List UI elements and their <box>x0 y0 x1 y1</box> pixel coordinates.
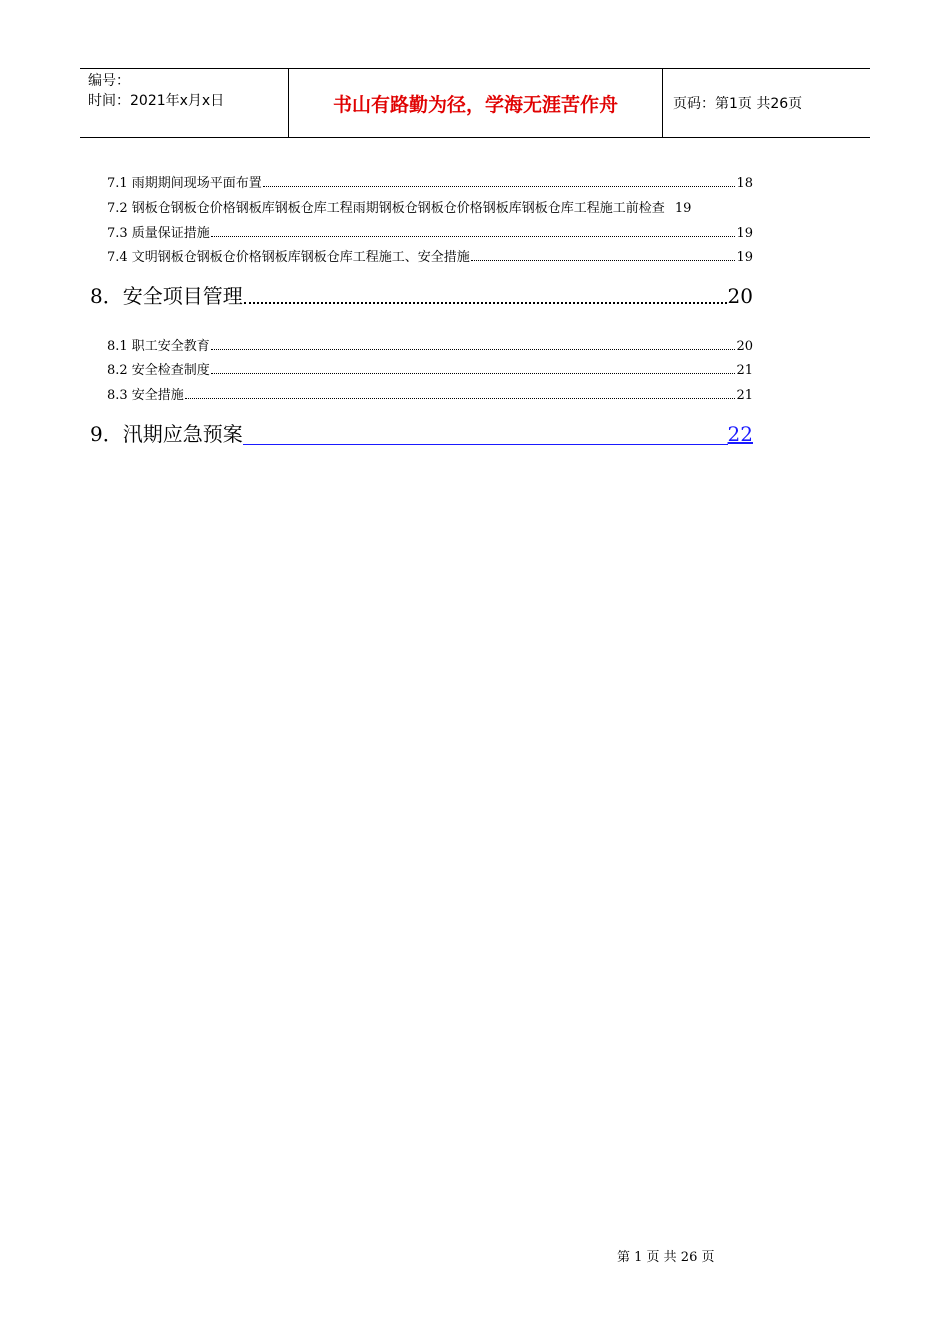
document-number-label: 编号： <box>88 73 130 89</box>
toc-entry-page: 20 <box>727 284 753 308</box>
toc-entry[interactable] <box>90 280 753 309</box>
document-time-label: 时间：2021年x月x日 <box>88 93 225 109</box>
toc-leader-dots <box>211 372 736 374</box>
toc-entry-label: 7.1 雨期期间现场平面布置 <box>107 176 262 191</box>
toc-entry-label: 7.4 文明钢板仓钢板仓价格钢板库钢板仓库工程施工、安全措施 <box>107 250 470 265</box>
toc-leader-dots <box>263 185 736 187</box>
toc-entry-label: 8.1 职工安全教育 <box>107 339 210 354</box>
toc-entry-page: 20 <box>736 339 753 354</box>
toc-entry-label: 8．安全项目管理 <box>90 284 243 308</box>
toc-entry[interactable] <box>107 197 811 216</box>
page-footer: 第 1 页 共 26 页 <box>617 1250 715 1265</box>
toc-entry-page: 19 <box>674 201 692 216</box>
toc-entry[interactable] <box>107 335 753 354</box>
page-header <box>80 68 870 138</box>
toc-entry-page: 19 <box>736 250 753 265</box>
toc-entry-page: 21 <box>736 388 753 403</box>
toc-entry-label: 8.2 安全检查制度 <box>107 363 210 378</box>
toc-entry[interactable] <box>107 359 753 378</box>
toc-entry-label: 8.3 安全措施 <box>107 388 184 403</box>
toc-entry-label: 7.3 质量保证措施 <box>107 226 210 241</box>
toc-entry-label: 7.2 钢板仓钢板仓价格钢板库钢板仓库工程雨期钢板仓钢板仓价格钢板库钢板仓库工程施工前检查 <box>107 201 665 216</box>
toc-entry-link[interactable] <box>90 418 753 447</box>
header-page-info: 页码：第1页 共26页 <box>673 96 803 112</box>
toc-entry-label: 9．汛期应急预案 <box>90 422 243 446</box>
toc-leader-dots <box>471 259 736 261</box>
toc-leader-dots <box>244 301 727 304</box>
toc-leader-dots <box>211 348 736 350</box>
header-meta <box>80 69 289 137</box>
toc-entry-page: 19 <box>736 226 753 241</box>
toc-entry[interactable] <box>107 384 753 403</box>
toc-leader-dots <box>185 397 736 399</box>
header-motto: 书山有路勤为径，学海无涯苦作舟 <box>289 69 663 137</box>
toc-leader-dots <box>243 440 728 445</box>
toc-entry[interactable] <box>107 222 753 241</box>
toc-entry[interactable] <box>107 246 753 265</box>
toc-entry[interactable] <box>107 172 753 191</box>
toc-entry-page[interactable]: 22 <box>727 422 753 446</box>
toc-entry-page: 18 <box>736 176 753 191</box>
toc-entry-page: 21 <box>736 363 753 378</box>
toc-leader-dots <box>211 235 736 237</box>
